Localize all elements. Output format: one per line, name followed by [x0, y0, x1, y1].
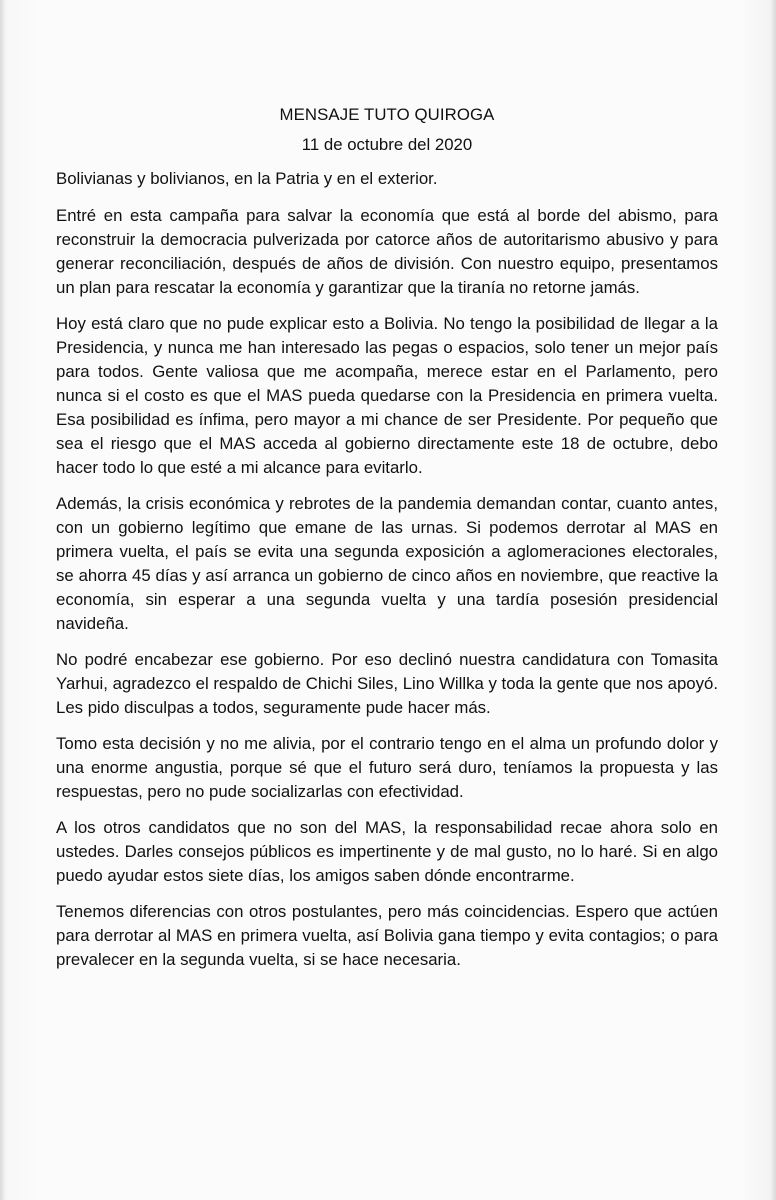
paragraph-6: A los otros candidatos que no son del MAS, la responsabilidad recae ahora solo en ustedes. Darles consejos públicos es impertinente y de mal gusto, no lo haré. Si en algo puedo ayudar estos siete días, los amigos saben dónde encontrarme.	[56, 818, 718, 885]
salutation: Bolivianas y bolivianos, en la Patria y en el exterior.	[56, 169, 438, 188]
paragraph-4: No podré encabezar ese gobierno. Por eso declinó nuestra candidatura con Tomasita Yarhui, agradezco el respaldo de Chichi Siles, Lino Willka y toda la gente que nos apoyó. Les pido disculpas a todos, seguramente pude hacer más.	[56, 650, 719, 717]
paragraph-7: Tenemos diferencias con otros postulantes, pero más coincidencias. Espero que actúen para derrotar al MAS en primera vuelta, así Bolivia gana tiempo y evita contagios; o para prevalecer en la segunda vuelta, si se hace necesaria.	[56, 902, 718, 969]
document-title: MENSAJE TUTO QUIROGA	[279, 105, 495, 124]
paragraph-1: Entré en esta campaña para salvar la economía que está al borde del abismo, para reconstruir la democracia pulverizada por catorce años de autoritarismo abusivo y para generar reconciliación, después de años de división. Con nuestro equipo, presentamos un plan para rescatar la economía y garantizar que la tiranía no retorne jamás.	[56, 206, 718, 297]
paragraph-2: Hoy está claro que no pude explicar esto a Bolivia. No tengo la posibilidad de llegar a la Presidencia, y nunca me han interesado las pegas o espacios, solo tener un mejor país para todos. Gente valiosa que me acompaña, merece estar en el Parlamento, pero nunca si el costo es que el MAS pueda quedarse con la Presidencia en primera vuelta. Esa posibilidad es ínfima, pero mayor a mi chance de ser Presidente. Por pequeño que sea el riesgo que el MAS acceda al gobierno directamente este 18 de octubre, debo hacer todo lo que esté a mi alcance para evitarlo.	[56, 314, 718, 477]
document-date: 11 de octubre del 2020	[301, 135, 473, 154]
paragraph-5: Tomo esta decisión y no me alivia, por el contrario tengo en el alma un profundo dolor y una enorme angustia, porque sé que el futuro será duro, teníamos la propuesta y las respuestas, pero no pude socializarlas con efectividad.	[56, 734, 718, 801]
paragraph-3: Además, la crisis económica y rebrotes de la pandemia demandan contar, cuanto antes, con un gobierno legítimo que emane de las urnas. Si podemos derrotar al MAS en primera vuelta, el país se evita una segunda exposición a aglomeraciones electorales, se ahorra 45 días y así arranca un gobierno de cinco años en noviembre, que reactive la economía, sin esperar a una segunda vuelta y una tardía posesión presidencial navideña.	[56, 494, 718, 633]
